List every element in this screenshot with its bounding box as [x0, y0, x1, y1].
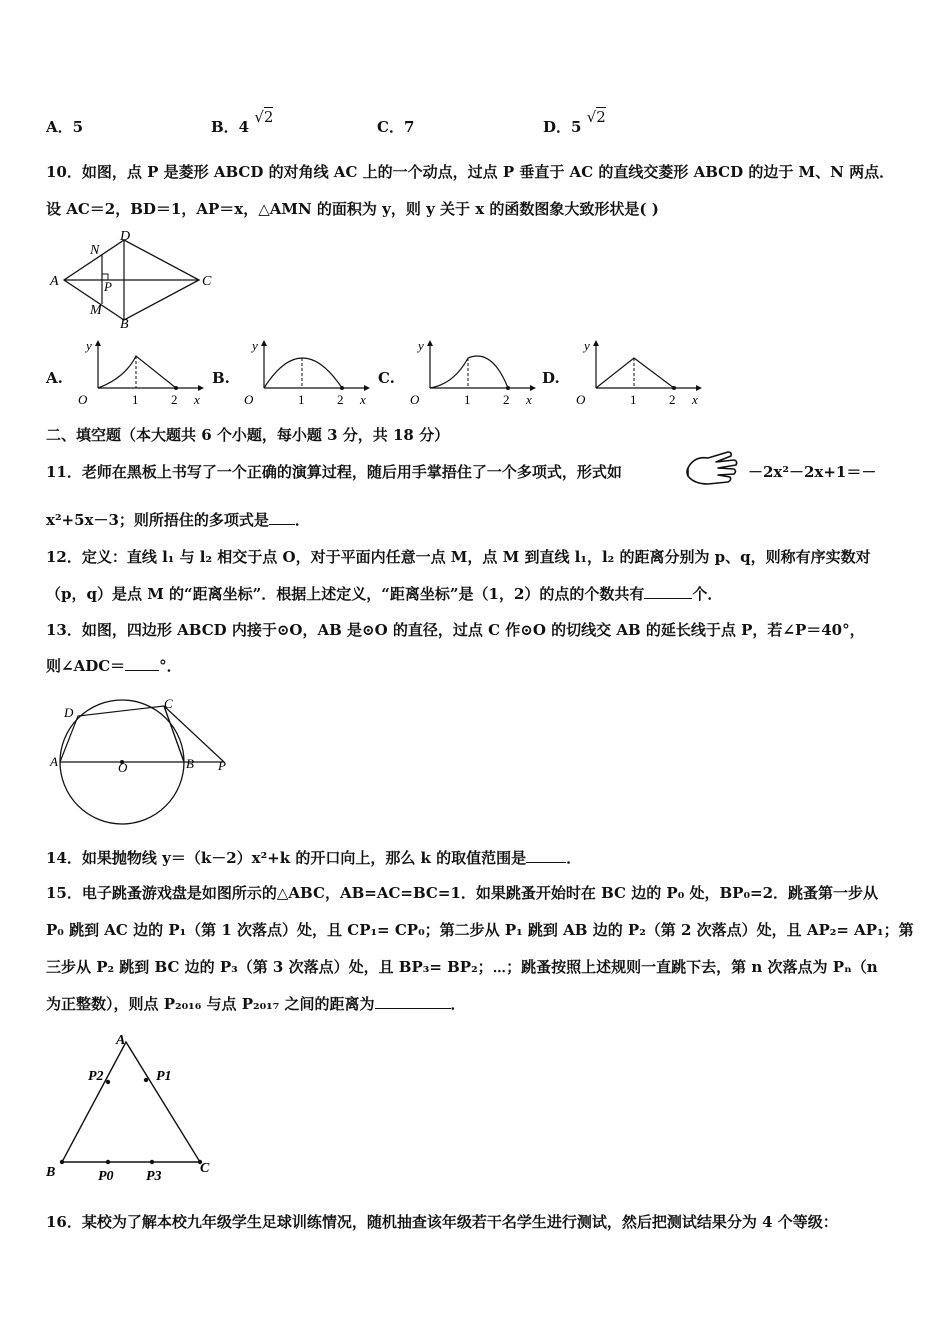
svg-text:O: O — [576, 392, 586, 407]
q9-option-c: C．7 — [377, 118, 415, 136]
svg-text:y: y — [418, 338, 424, 353]
svg-text:P0: P0 — [98, 1169, 114, 1184]
svg-text:2: 2 — [669, 392, 676, 407]
label-m: M — [90, 303, 102, 318]
q15-line3: 三步从 P₂ 跳到 BC 边的 P₃（第 3 次落点）处，且 BP₃= BP₂；⋯；跳蚤按照上述规则一直跳下去，第 n 次落点为 Pₙ（n — [46, 958, 878, 976]
svg-text:B: B — [186, 756, 194, 771]
svg-text:y: y — [86, 338, 92, 353]
q15-line4: 为正整数），则点 P₂₀₁₆ 与点 P₂₀₁₇ 之间的距离为 ． — [46, 995, 466, 1013]
q11-line1: 11．老师在黑板上书写了一个正确的演算过程，随后用手掌捂住了一个多项式，形式如 — [46, 463, 622, 481]
svg-text:C: C — [164, 696, 173, 711]
svg-text:P1: P1 — [156, 1069, 172, 1084]
svg-text:A: A — [50, 754, 58, 769]
graph-c — [402, 338, 537, 410]
hand-icon — [684, 448, 744, 490]
svg-text:C: C — [200, 1161, 210, 1176]
svg-text:2: 2 — [337, 392, 344, 407]
svg-text:P2: P2 — [88, 1069, 104, 1084]
svg-text:B: B — [46, 1165, 56, 1180]
q12-line1: 12．定义：直线 l₁ 与 l₂ 相交于点 O，对于平面内任意一点 M，点 M 到直线 l₁，l₂ 的距离分别为 p、q，则称有序实数对 — [46, 548, 871, 566]
graph-d — [568, 338, 703, 410]
q10-option-a-label: A. — [46, 369, 63, 387]
q15-line2: P₀ 跳到 AC 边的 P₁（第 1 次落点）处，且 CP₁= CP₀；第二步从 P₁ 跳到 AB 边的 P₂（第 2 次落点）处，且 AP₂= AP₁；第 — [46, 921, 914, 939]
svg-text:2: 2 — [171, 392, 178, 407]
svg-text:y: y — [584, 338, 590, 353]
answer-blank[interactable] — [269, 510, 295, 525]
q9-option-d: D．5 √2 — [543, 108, 606, 136]
answer-blank[interactable] — [375, 994, 451, 1009]
svg-text:2: 2 — [503, 392, 510, 407]
label-a: A — [50, 274, 59, 289]
svg-text:1: 1 — [132, 392, 139, 407]
q10-option-c-label: C. — [378, 369, 395, 387]
label-c: C — [202, 274, 212, 289]
q13-line2: 则∠ADC＝ °． — [46, 657, 182, 675]
q11-line2: x²+5x－3；则所捂住的多项式是 ． — [46, 511, 310, 529]
svg-text:x: x — [526, 392, 532, 407]
triangle-figure — [40, 1030, 230, 1190]
label-d: D — [120, 230, 131, 244]
svg-text:O: O — [244, 392, 254, 407]
label-b: B — [120, 317, 129, 330]
sqrt-symbol: √2 — [254, 108, 274, 126]
answer-blank[interactable] — [526, 848, 566, 863]
circle-figure — [46, 692, 246, 852]
rhombus-figure — [44, 230, 219, 330]
svg-text:O: O — [118, 760, 128, 775]
q14-line: 14．如果抛物线 y＝（k－2）x²+k 的开口向上，那么 k 的取值范围是 ． — [46, 849, 582, 867]
q15-line1: 15．电子跳蚤游戏盘是如图所示的△ABC，AB=AC=BC=1．如果跳蚤开始时在 BC 边的 P₀ 处，BP₀=2．跳蚤第一步从 — [46, 884, 879, 902]
svg-text:P3: P3 — [146, 1169, 162, 1184]
q9-option-b: B．4 √2 — [211, 108, 274, 136]
q10-option-d-label: D. — [542, 369, 560, 387]
graph-a — [70, 338, 205, 410]
svg-text:D: D — [64, 705, 74, 720]
answer-blank[interactable] — [125, 656, 159, 671]
svg-text:O: O — [410, 392, 420, 407]
svg-text:x: x — [692, 392, 698, 407]
q16-line1: 16．某校为了解本校九年级学生足球训练情况，随机抽查该年级若干名学生进行测试，然后把测试结果分为 4 个等级： — [46, 1213, 838, 1231]
q11-line1-expr: －2x²－2x+1＝－ — [748, 463, 877, 481]
q12-line2: （p，q）是点 M 的“距离坐标”．根据上述定义，“距离坐标”是（1，2）的点的个数共有 个． — [46, 585, 723, 603]
q10-line1: 10．如图，点 P 是菱形 ABCD 的对角线 AC 上的一个动点，过点 P 垂直于 AC 的直线交菱形 ABCD 的边于 M、N 两点． — [46, 163, 895, 181]
section-heading: 二、填空题（本大题共 6 个小题，每小题 3 分，共 18 分） — [46, 426, 450, 444]
sqrt-symbol: √2 — [586, 108, 606, 126]
q9-option-a: A．5 — [46, 118, 84, 136]
graph-b — [236, 338, 371, 410]
svg-text:x: x — [194, 392, 200, 407]
q10-line2: 设 AC＝2，BD＝1，AP＝x，△AMN 的面积为 y，则 y 关于 x 的函数图象大致形状是( ) — [46, 200, 659, 218]
label-p: P — [104, 279, 112, 294]
svg-text:x: x — [360, 392, 366, 407]
svg-text:P: P — [218, 758, 226, 773]
svg-text:1: 1 — [630, 392, 637, 407]
svg-text:1: 1 — [298, 392, 305, 407]
q13-line1: 13．如图，四边形 ABCD 内接于⊙O，AB 是⊙O 的直径，过点 C 作⊙O 的切线交 AB 的延长线于点 P，若∠P＝40°， — [46, 621, 865, 639]
svg-text:1: 1 — [464, 392, 471, 407]
svg-text:y: y — [252, 338, 258, 353]
answer-blank[interactable] — [644, 584, 692, 599]
label-n: N — [90, 243, 100, 258]
svg-text:A: A — [116, 1033, 126, 1048]
q10-option-b-label: B. — [212, 369, 230, 387]
svg-text:O: O — [78, 392, 88, 407]
